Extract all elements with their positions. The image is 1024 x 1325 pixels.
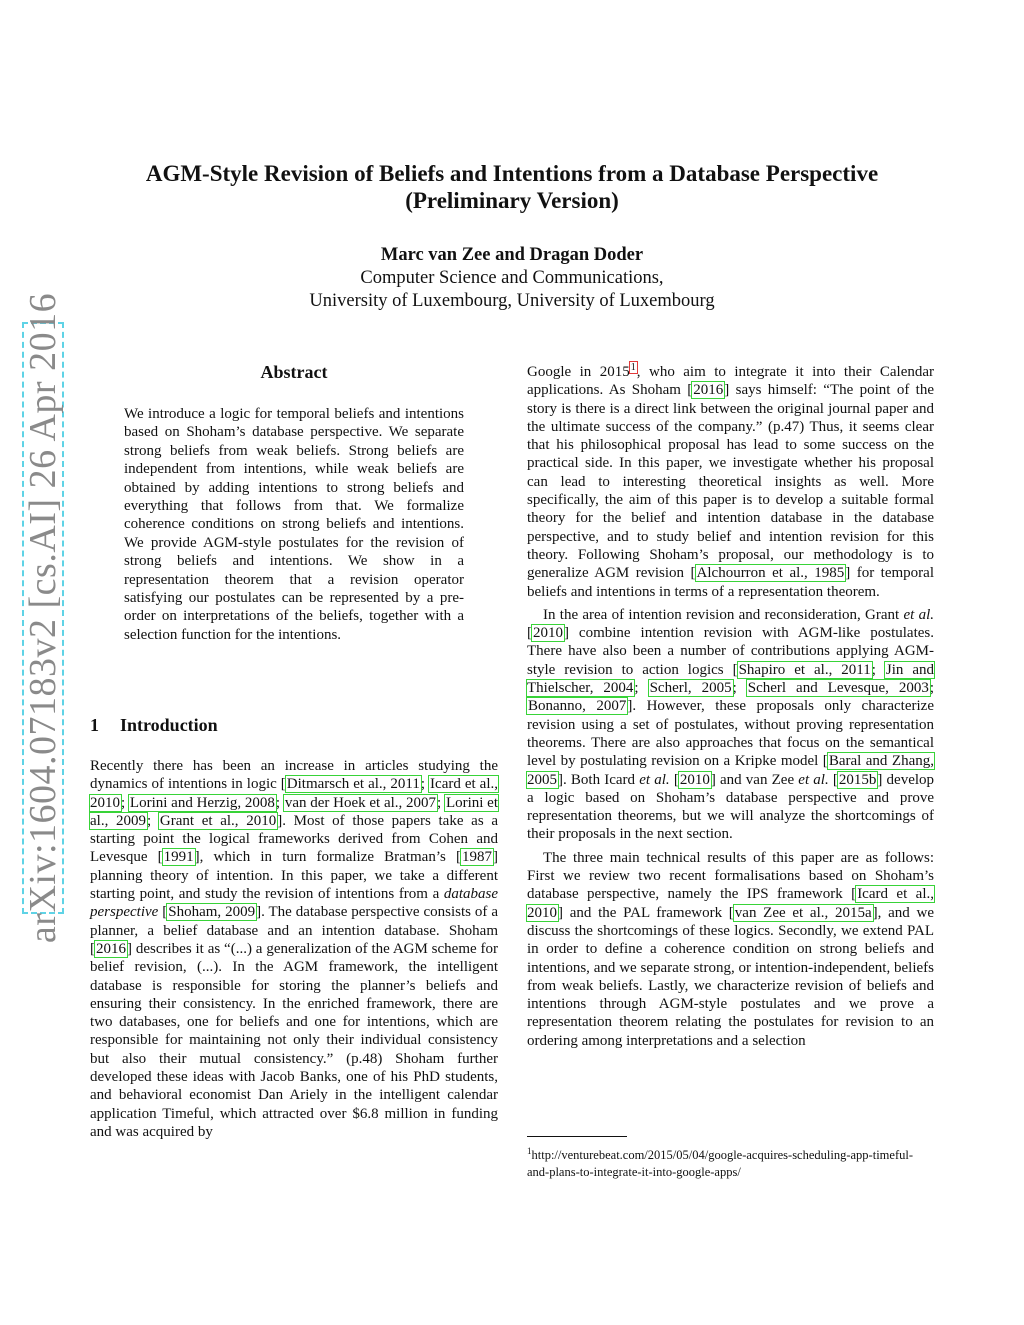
intro-paragraph-2 xyxy=(527,363,934,601)
text-run: ; xyxy=(420,776,430,793)
text-run: ] planning theory of intention. In this paper, we take a different starting point, and study the revision of intentions from a xyxy=(90,849,498,903)
footnote-url[interactable]: http://venturebeat.com/2015/05/04/google-acquires-scheduling-app-timeful-and-plans-to-integrate-it-into-google-apps/ xyxy=(527,1148,913,1180)
citation-van-der-hoek-2007[interactable]: van der Hoek et al., 2007 xyxy=(284,794,437,811)
text-run: The three main technical results of this paper are as follows: First we review two recent formalisations based on Shoham’s database perspective, namely the IPS framework [ xyxy=(527,849,934,903)
text-run: ]. The database perspective consists of a planner, a belief database and an intention database. Shoham [ xyxy=(90,904,498,957)
affiliation-line-1: Computer Science and Communications, xyxy=(360,268,664,288)
emphasis-et-al: et al. xyxy=(639,771,670,788)
citation-van-zee-2015b[interactable]: 2015b xyxy=(838,771,877,788)
emphasis-et-al: et al. xyxy=(798,771,829,788)
text-run: ] says himself: “The point of the story is there is a direct link between the original journal paper and the ultimate success of the company.” (p.47) Thus, it seems clear that his philosophical proposal has lead to some success on the practical side. In this paper, we investigate whether his proposal can lead to interesting theoretical insights as well. More specifically, the aim of this paper is to develop a suitable formal theory for the belief and intention database in the database perspective, and to study belief and intention revision for this theory. Following Shoham’s proposal, our methodology is to generalize AGM revision [ xyxy=(527,382,934,582)
text-run: ] combine intention revision with AGM-like postulates. There have also been a number of contributions applying AGM-style revision to action logics [ xyxy=(527,625,934,678)
citation-lorini-2009[interactable]: Lorini et al., 2009 xyxy=(90,794,499,829)
section-number: 1 xyxy=(90,715,99,735)
text-run: Google in 2015 xyxy=(527,364,630,380)
text-run: ] and the PAL framework [ xyxy=(558,904,734,921)
text-run: ] develop a logic based on Shoham’s database perspective and prove representation theorems, but we will analyze the shortcomings of their proposals in the next section. xyxy=(527,771,935,843)
intro-paragraph-3 xyxy=(527,606,934,844)
text-run: ; xyxy=(437,794,445,811)
text-run: ], which in turn formalize Bratman’s [ xyxy=(194,849,461,866)
citation-shoham-2016[interactable]: 2016 xyxy=(693,382,724,399)
citation-icard-2010[interactable]: Icard et al., 2010 xyxy=(90,776,498,811)
text-run: ; xyxy=(871,661,885,678)
citation-lorini-herzig-2008[interactable]: Lorini and Herzig, 2008 xyxy=(129,794,275,811)
affiliation-line-2: University of Luxembourg, University of Luxembourg xyxy=(309,291,715,311)
citation-grant-2010[interactable]: 2010 xyxy=(533,625,563,642)
text-run: ] describes it as “(...) a generalization of the AGM scheme for belief revision, (...). In the AGM framework, the intelligent database is responsible for storing the planner’s beliefs and ensuring their consistency. In the enriched framework, there are two databases, one for beliefs and one for intentions, which are responsible for maintaining not only their individual consistency but also their mutual consistency.” (p.48) Shoham further developed these ideas with Jacob Banks, one of his PhD students, and behavioral economist Dan Ariely in the intelligent calendar application Timeful, which attracted over $6.8 million in funding and was acquired by xyxy=(90,940,498,1140)
text-run: ; xyxy=(275,794,284,811)
citation-icard-2010[interactable]: Icard et al., 2010 xyxy=(527,886,934,921)
text-run: [ xyxy=(158,904,168,921)
text-run: ; xyxy=(634,680,649,697)
citation-scherl-2005[interactable]: Scherl, 2005 xyxy=(649,680,732,697)
title-line-1: AGM-Style Revision of Beliefs and Intentions from a Database Perspective xyxy=(145,161,879,186)
title-line-2: (Preliminary Version) xyxy=(405,188,619,213)
footnote-1 xyxy=(527,1143,934,1181)
footnote-mark: 1 xyxy=(527,1146,532,1156)
paper-title xyxy=(100,160,924,214)
text-run: [ xyxy=(828,771,838,788)
text-run: ; xyxy=(147,812,159,829)
citation-cohen-levesque-1991[interactable]: 1991 xyxy=(163,849,194,866)
citation-van-zee-2015a[interactable]: van Zee et al., 2015a xyxy=(734,904,872,921)
left-column-text xyxy=(90,757,498,1141)
citation-alchourron-1985[interactable]: Alchourron et al., 1985 xyxy=(696,565,845,582)
citation-scherl-levesque-2003[interactable]: Scherl and Levesque, 2003 xyxy=(747,680,929,697)
citation-jin-thielscher-2004[interactable]: Jin and Thielscher, 2004 xyxy=(527,661,934,697)
citation-icard-2010[interactable]: 2010 xyxy=(679,771,710,788)
citation-ditmarsch-2011[interactable]: Ditmarsch et al., 2011 xyxy=(286,776,420,793)
abstract-body: We introduce a logic for temporal beliefs and intentions based on Shoham’s database perspective. We separate strong beliefs from weak beliefs. Strong beliefs are independent from intentions, while weak beliefs are obtained by adding intentions to strong beliefs and everything that follows from that. We formalize coherence conditions on strong beliefs and intentions. We provide AGM-style postulates for the revision of strong beliefs and intentions. We show in a representation theorem that a revision operator satisfying our postulates can be represented by a pre-order on interpretations of the beliefs, together with a selection function for the intentions. xyxy=(124,406,464,643)
text-run: ]. However, these proposals only characterize revision using a set of postulates, without proving representation theorems. There are also approaches that focus on the semantical level by postulating revision on a Kripke model [ xyxy=(527,698,934,770)
citation-shoham-2009[interactable]: Shoham, 2009 xyxy=(168,904,256,921)
text-run: [ xyxy=(669,771,679,788)
section-heading-introduction xyxy=(90,715,498,736)
text-run: In the area of intention revision and reconsideration, Grant xyxy=(543,606,904,623)
text-run: ] and van Zee xyxy=(710,771,799,788)
text-run: ]. Most of those papers take as a starting point the logical frameworks derived from Cohen and Levesque [ xyxy=(90,812,499,866)
citation-baral-zhang-2005[interactable]: Baral and Zhang, 2005 xyxy=(527,753,934,788)
abstract-heading: Abstract xyxy=(260,362,328,382)
arxiv-identifier[interactable]: arXiv:1604.07183v2 [cs.AI] 26 Apr 2016 xyxy=(22,292,64,944)
text-run: , who aim to integrate it into their Calendar applications. As Shoham [ xyxy=(527,364,935,399)
intro-paragraph-1 xyxy=(90,757,498,1141)
authors: Marc van Zee and Dragan Doder xyxy=(380,245,644,265)
text-run: ]. Both Icard xyxy=(558,771,640,788)
citation-bratman-1987[interactable]: 1987 xyxy=(462,849,492,866)
text-run: ; xyxy=(929,680,935,697)
citation-shapiro-2011[interactable]: Shapiro et al., 2011 xyxy=(738,661,871,678)
text-run: ], and we discuss the shortcomings of these logics. Secondly, we extend PAL in order to define a coherence condition on strong beliefs and intentions, and we separate strong, or intention-independent, beliefs from weak beliefs. Lastly, we characterize revision of beliefs and intentions through AGM-style postulates and we prove a representation theorem relating the postulates for revision to an ordering among interpretations and a selection xyxy=(527,904,934,1049)
text-run: Recently there has been an increase in articles studying the dynamics of intentions in logic [ xyxy=(90,758,498,793)
emphasis-database-perspective: database perspective xyxy=(90,886,498,921)
text-run: ; xyxy=(732,680,747,697)
citation-bonanno-2007[interactable]: Bonanno, 2007 xyxy=(528,698,627,715)
text-run: ; xyxy=(121,794,129,811)
intro-paragraph-4 xyxy=(527,849,934,1050)
footnote-divider xyxy=(527,1136,627,1137)
text-run: ] for temporal beliefs and intentions in terms of a representation theorem. xyxy=(527,565,934,600)
citation-grant-2010[interactable]: Grant et al., 2010 xyxy=(159,812,277,829)
section-title: Introduction xyxy=(120,715,218,735)
footnote-reference-1[interactable]: 1 xyxy=(630,362,636,373)
emphasis-et-al: et al. xyxy=(903,606,934,623)
right-column-text xyxy=(527,363,934,1050)
text-run: [ xyxy=(527,625,532,642)
citation-shoham-2016[interactable]: 2016 xyxy=(96,940,126,957)
